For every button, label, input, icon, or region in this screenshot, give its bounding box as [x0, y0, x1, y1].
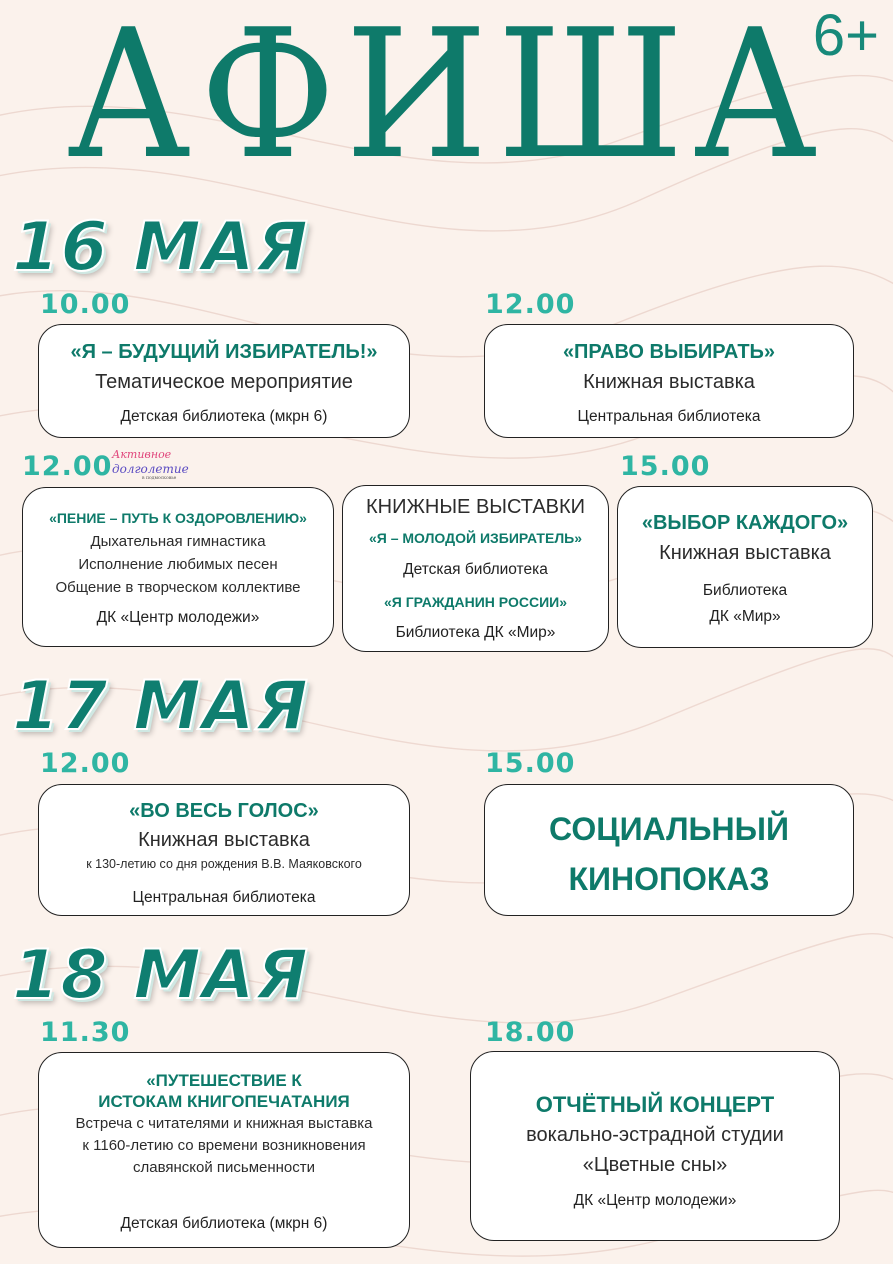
event-place: ДК «Центр молодежи» — [96, 609, 260, 626]
event-place: Центральная библиотека — [132, 889, 316, 906]
event-title: «ВЫБОР КАЖДОГО» — [641, 512, 849, 534]
date-heading-16: 16 МАЯ — [12, 208, 309, 287]
event-title: КИНОПОКАЗ — [568, 861, 770, 897]
event-card — [38, 324, 410, 438]
age-rating: 6+ — [812, 3, 879, 68]
event-card — [470, 1051, 840, 1241]
event-card — [342, 485, 609, 652]
event-place: Детская библиотека (мкрн 6) — [120, 1215, 328, 1232]
event-title: «Я – БУДУЩИЙ ИЗБИРАТЕЛЬ!» — [70, 341, 378, 363]
event-time: 15.00 — [620, 451, 711, 482]
event-time: 11.30 — [40, 1017, 131, 1048]
event-title: «ВО ВЕСЬ ГОЛОС» — [129, 800, 319, 822]
event-title: СОЦИАЛЬНЫЙ — [549, 811, 789, 847]
event-detail: к 1160-летию со времени возникновения — [82, 1137, 366, 1154]
event-card — [484, 784, 854, 916]
event-time: 15.00 — [485, 748, 576, 779]
event-title: ОТЧЁТНЫЙ КОНЦЕРТ — [535, 1092, 775, 1117]
event-type: Книжная выставка — [583, 371, 755, 393]
event-card — [22, 487, 334, 647]
event-time: 18.00 — [485, 1017, 576, 1048]
event-heading: КНИЖНЫЕ ВЫСТАВКИ — [365, 496, 586, 518]
event-title: «Я ГРАЖДАНИН РОССИИ» — [384, 594, 567, 610]
event-card — [38, 784, 410, 916]
event-time: 12.00 — [485, 289, 576, 320]
event-place: ДК «Мир» — [709, 608, 781, 625]
event-detail: славянской письменности — [132, 1159, 316, 1176]
event-detail: Встреча с читателями и книжная выставка — [75, 1115, 373, 1132]
event-detail: Общение в творческом коллективе — [55, 579, 301, 596]
event-detail: Дыхательная гимнастика — [90, 533, 266, 550]
event-place: Библиотека ДК «Мир» — [395, 624, 556, 641]
event-card — [38, 1052, 410, 1248]
event-title: «ПУТЕШЕСТВИЕ К — [146, 1071, 302, 1090]
date-heading-18: 18 МАЯ — [12, 936, 309, 1015]
event-time: 10.00 — [40, 289, 131, 320]
event-place: Детская библиотека (мкрн 6) — [120, 408, 328, 425]
event-detail: вокально-эстрадной студии — [526, 1124, 784, 1146]
event-note: к 130-летию со дня рождения В.В. Маяковского — [86, 857, 362, 871]
event-card — [484, 324, 854, 438]
event-place: Библиотека — [702, 582, 788, 599]
event-detail: Исполнение любимых песен — [78, 556, 278, 573]
event-type: Тематическое мероприятие — [95, 371, 353, 393]
event-type: Книжная выставка — [659, 542, 831, 564]
event-title: «ПЕНИЕ – ПУТЬ К ОЗДОРОВЛЕНИЮ» — [49, 510, 307, 526]
event-card — [617, 486, 873, 648]
event-place: Детская библиотека — [403, 561, 548, 578]
date-heading-17: 17 МАЯ — [12, 667, 309, 746]
event-detail: «Цветные сны» — [582, 1154, 728, 1176]
page-title: АФИША — [66, 0, 827, 198]
event-time: 12.00 — [22, 451, 113, 482]
event-type: Книжная выставка — [138, 829, 310, 851]
event-title: «ПРАВО ВЫБИРАТЬ» — [562, 341, 776, 363]
event-place: ДК «Центр молодежи» — [573, 1192, 737, 1209]
event-title: ИСТОКАМ КНИГОПЕЧАТАНИЯ — [98, 1092, 350, 1111]
event-title: «Я – МОЛОДОЙ ИЗБИРАТЕЛЬ» — [368, 530, 582, 546]
event-place: Центральная библиотека — [577, 408, 761, 425]
active-longevity-logo: Активное долголетие в подмосковье — [112, 448, 189, 481]
event-time: 12.00 — [40, 748, 131, 779]
